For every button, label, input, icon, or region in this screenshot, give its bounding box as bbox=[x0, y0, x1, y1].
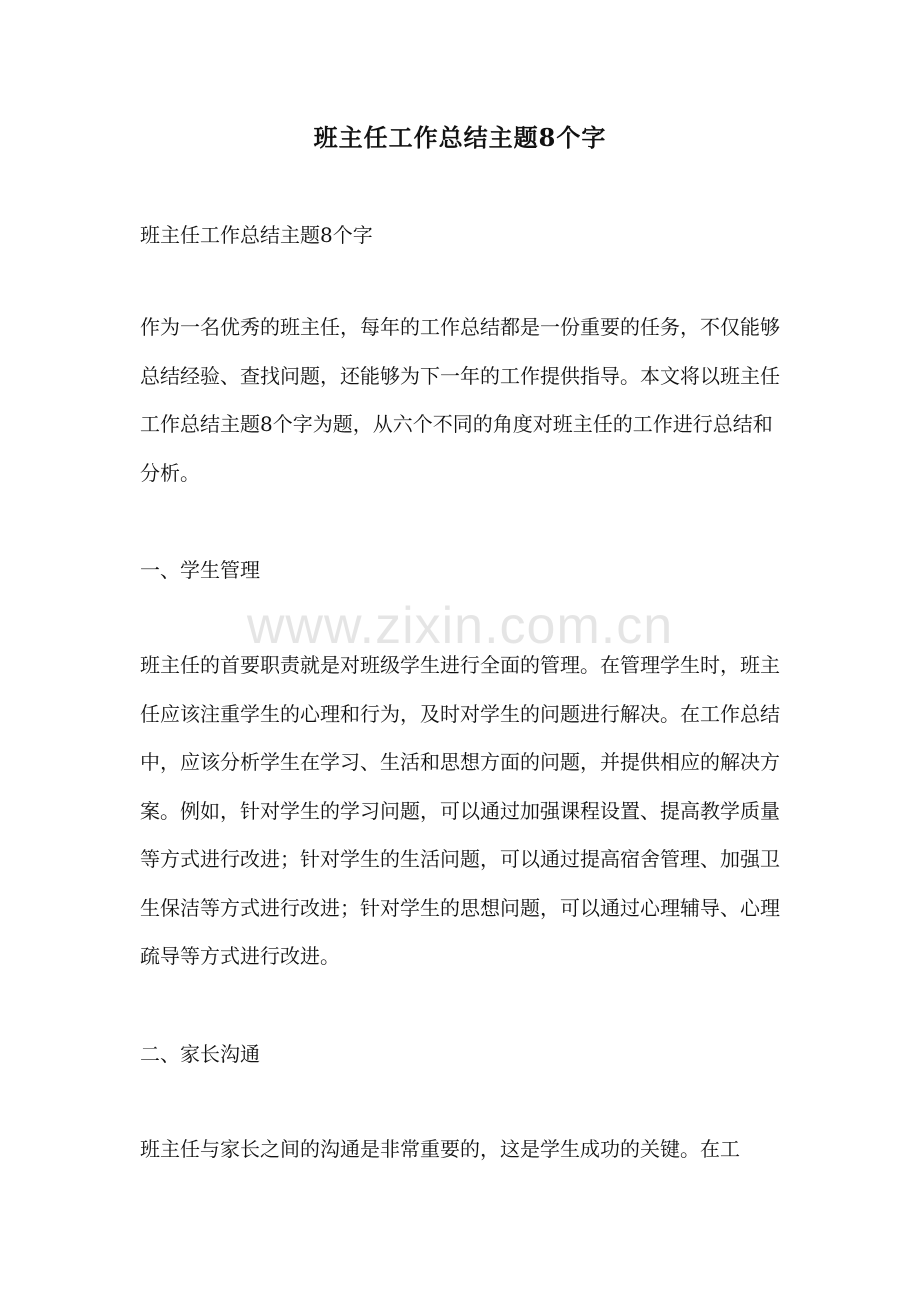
section-paragraph-text: 班主任与家长之间的沟通是非常重要的，这是学生成功的关键。在工 bbox=[140, 1137, 740, 1161]
section-heading-student-management bbox=[140, 546, 790, 595]
section-heading-text: 一、学生管理 bbox=[140, 558, 260, 582]
watermark: www.zixin.com.cn bbox=[246, 597, 674, 655]
intro-paragraph-text: 作为一名优秀的班主任，每年的工作总结都是一份重要的任务，不仅能够总结经验、查找问题，还能够为下一年的工作提供指导。本文将以班主任工作总结主题8个字为题，从六个不同的角度对班主任的工作进行总结和分析。 bbox=[140, 315, 780, 485]
intro-paragraph bbox=[140, 303, 790, 497]
document-title: 班主任工作总结主题8个字 bbox=[313, 123, 607, 152]
subtitle-text: 班主任工作总结主题8个字 bbox=[140, 223, 373, 247]
section-paragraph-student-management bbox=[140, 641, 790, 981]
section-paragraph-parent-communication bbox=[140, 1125, 790, 1174]
document-subtitle bbox=[140, 211, 790, 260]
section-paragraph-text: 班主任的首要职责就是对班级学生进行全面的管理。在管理学生时，班主任应该注重学生的心理和行为，及时对学生的问题进行解决。在工作总结中，应该分析学生在学习、生活和思想方面的问题，并提供相应的解决方案。例如，针对学生的学习问题，可以通过加强课程设置、提高教学质量等方式进行改进；针对学生的生活问题，可以通过提高宿舍管理、加强卫生保洁等方式进行改进；针对学生的思想问题，可以通过心理辅导、心理疏导等方式进行改进。 bbox=[140, 653, 780, 968]
section-heading-parent-communication bbox=[140, 1030, 790, 1079]
section-heading-text: 二、家长沟通 bbox=[140, 1042, 260, 1066]
